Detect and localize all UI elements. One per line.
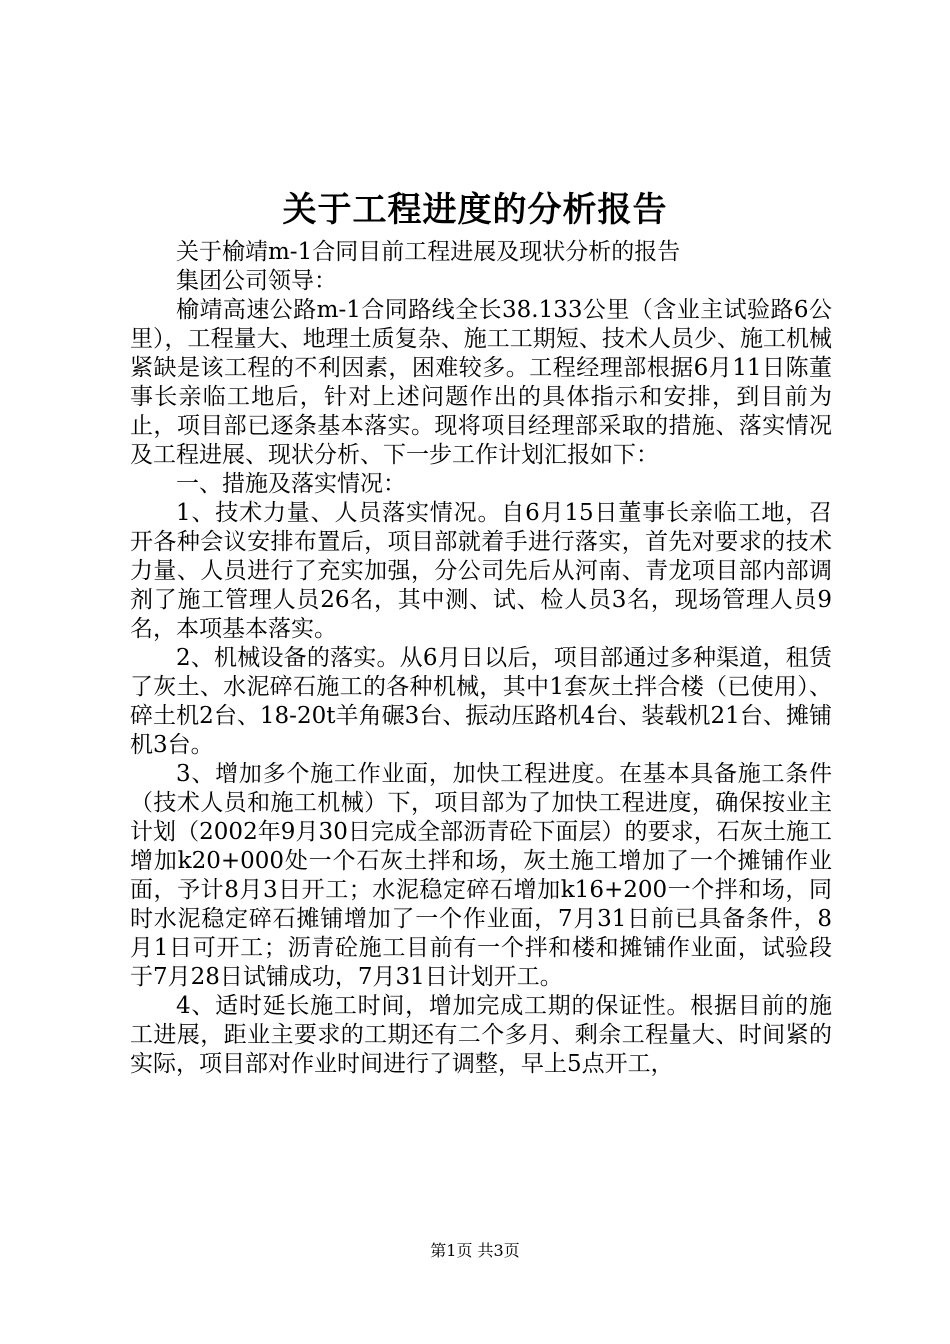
paragraph-item-3: 3、增加多个施工作业面，加快工程进度。在基本具备施工条件（技术人员和施工机械）下，项目部为了加快工程进度，确保按业主计划（2002年9月30日完成全部沥青砼下面层）的要求，石灰土施工增加k20+000处一个石灰土拌和场，灰土施工增加了一个摊铺作业面，予计8月3日开工；水泥稳定碎石增加k16+200一个拌和场，同时水泥稳定碎石摊铺增加了一个作业面，7月31日前已具备条件，8月1日可开工；沥青砼施工目前有一个拌和楼和摊铺作业面，试验段于7月28日试铺成功，7月31日计划开工。 bbox=[130, 761, 832, 990]
paragraph-item-1: 1、技术力量、人员落实情况。自6月15日董事长亲临工地，召开各种会议安排布置后，项目部就着手进行落实，首先对要求的技术力量、人员进行了充实加强，分公司先后从河南、青龙项目部内部调剂了施工管理人员26名，其中测、试、检人员3名，现场管理人员9名，本项基本落实。 bbox=[130, 500, 832, 642]
paragraph-section-heading: 一、措施及落实情况： bbox=[176, 471, 406, 497]
paragraph-salutation: 集团公司领导： bbox=[176, 268, 337, 294]
document-body bbox=[130, 238, 832, 1079]
paragraph-subtitle: 关于榆靖m-1合同目前工程进展及现状分析的报告 bbox=[176, 239, 681, 265]
document-title: 关于工程进度的分析报告 bbox=[282, 190, 668, 230]
paragraph-intro: 榆靖高速公路m-1合同路线全长38.133公里（含业主试验路6公里），工程量大、地理土质复杂、施工工期短、技术人员少、施工机械紧缺是该工程的不利因素，困难较多。工程经理部根据6月11日陈董事长亲临工地后，针对上述问题作出的具体指示和安排，到目前为止，项目部已逐条基本落实。现将项目经理部采取的措施、落实情况及工程进展、现状分析、下一步工作计划汇报如下： bbox=[130, 297, 832, 468]
paragraph-item-2: 2、机械设备的落实。从6月日以后，项目部通过多种渠道，租赁了灰土、水泥碎石施工的各种机械，其中1套灰土拌合楼（已使用）、碎土机2台、18-20t羊角碾3台、振动压路机4台、装载机21台、摊铺机3台。 bbox=[130, 645, 832, 758]
paragraph-item-4: 4、适时延长施工时间，增加完成工期的保证性。根据目前的施工进展，距业主要求的工期还有二个多月、剩余工程量大、时间紧的实际，项目部对作业时间进行了调整，早上5点开工， bbox=[130, 993, 832, 1077]
page-number-footer: 第1页 共3页 bbox=[430, 1241, 520, 1260]
